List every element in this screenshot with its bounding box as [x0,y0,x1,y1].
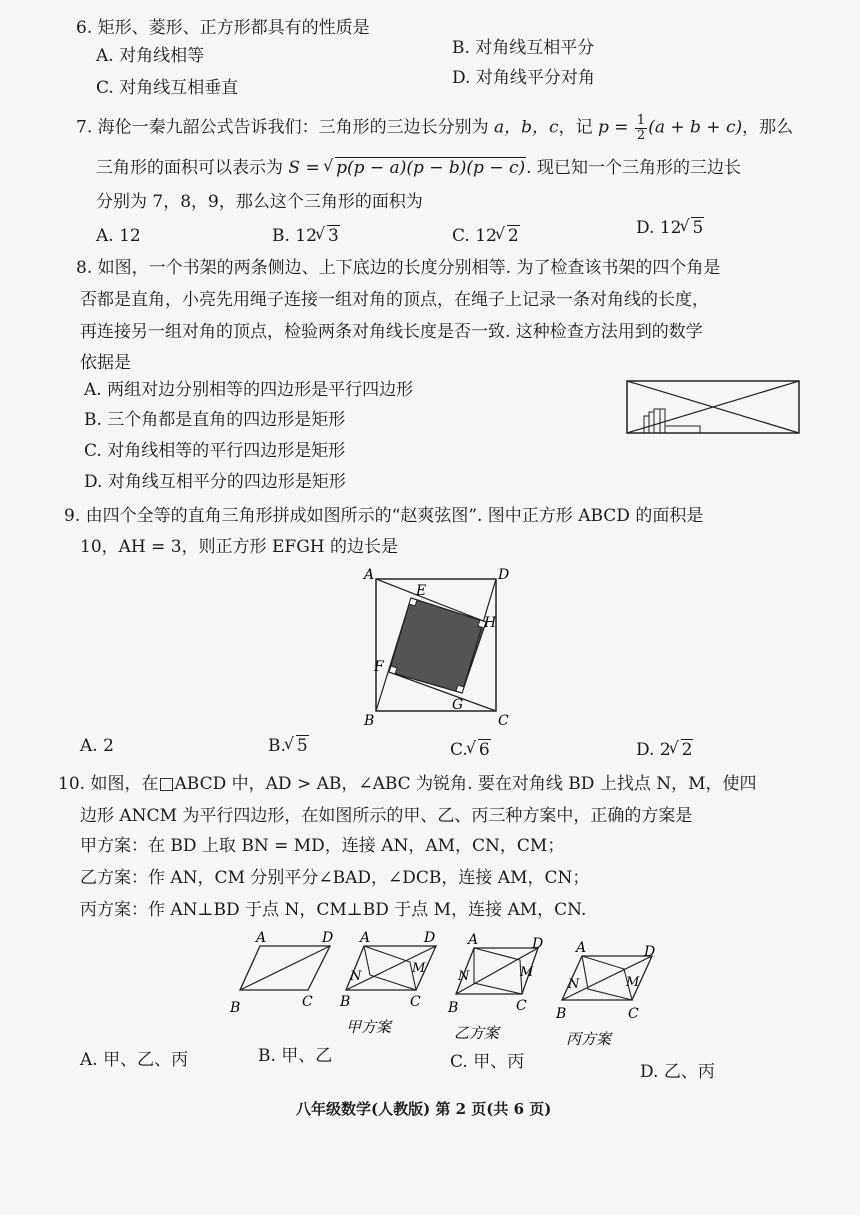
q7-sqrt [325,158,526,178]
q7-radicand: p(p − a)(p − b)(p − c) [336,158,526,178]
yi-label-d: D [532,936,544,952]
bookshelf-figure [624,378,804,438]
page-footer: 八年级数学(人教版) 第 2 页(共 6 页) [296,1100,552,1118]
q10-option-d: D. 乙、丙 [640,1062,715,1082]
bing-label-m: M [626,975,640,990]
q7-frac-num: 1 [636,113,646,128]
base-label-a: A [256,930,267,946]
q10-line2: 边形 ANCM 为平行四边形，在如图所示的甲、乙、丙三种方案中，正确的方案是 [80,806,693,826]
yi-label-a: A [468,932,479,948]
label-a: A [364,567,375,583]
base-label-c: C [302,994,313,1010]
q9-line2: 10，AH = 3，则正方形 EFGH 的边长是 [80,537,399,557]
yi-label-n: N [458,969,470,984]
q10-line4: 乙方案：作 AN，CM 分别平分∠BAD，∠DCB，连接 AM，CN； [80,868,590,888]
label-g: G [452,697,464,713]
q6-option-a: A. 对角线相等 [96,46,205,66]
yi-label-m: M [520,965,534,980]
figure-yi [447,932,543,1016]
q9-option-d-pre: D. 2 [636,740,671,760]
q6-option-b: B. 对角线互相平分 [452,38,595,58]
q9-line1: 9. 由四个全等的直角三角形拼成如图所示的“赵爽弦图”. 图中正方形 ABCD 的面积是 [64,506,704,526]
q7-option-c [452,226,520,246]
q7-option-c-rad: 2 [507,226,519,246]
q8-option-d: D. 对角线互相平分的四边形是矩形 [84,472,346,492]
q7-line1-end: ，那么 [742,117,794,138]
q7-option-c-sqrt [497,226,520,246]
q8-option-b: B. 三个角都是直角的四边形是矩形 [84,410,346,430]
jia-label-a: A [360,930,371,946]
jia-label-b: B [340,994,351,1010]
q10-line3: 甲方案：在 BD 上取 BN = MD，连接 AN，AM，CN，CM； [80,836,565,856]
jia-label-m: M [412,961,426,976]
q7-option-d-sqrt [681,218,704,238]
q7-line2-pre: 三角形的面积可以表示为 [96,158,283,178]
label-h: H [484,615,497,631]
square-efgh [389,598,486,693]
q7-half-fraction [635,114,647,142]
bing-label-b: B [556,1006,567,1022]
q10-line5: 丙方案：作 AN⊥BD 于点 N，CM⊥BD 于点 M，连接 AM，CN. [80,900,587,920]
q9-option-b-pre: B. [268,736,286,756]
q8-option-c: C. 对角线相等的平行四边形是矩形 [84,441,346,461]
q7-option-b [272,226,340,246]
q10-option-c: C. 甲、丙 [450,1052,525,1072]
q7-option-b-pre: B. 12 [272,226,317,246]
caption-yi: 乙方案 [454,1024,500,1042]
label-c: C [498,713,509,729]
bing-label-d: D [644,944,656,960]
q9-option-c-sqrt [468,740,491,760]
q7-frac-den: 2 [636,127,646,143]
q7-line1-mid: ，记 [558,117,593,138]
q9-option-d-rad: 2 [681,740,693,760]
q9-option-a: A. 2 [80,736,114,756]
q7-option-c-pre: C. 12 [452,226,497,246]
q8-line3: 再连接另一组对角的顶点，检验两条对角线长度是否一致. 这种检查方法用到的数学 [80,322,703,342]
bing-label-n: N [568,977,580,992]
base-label-d: D [322,930,334,946]
q9-option-b-sqrt [286,736,309,756]
jia-label-c: C [410,994,421,1010]
yi-label-c: C [516,998,527,1014]
bing-label-a: A [576,940,587,956]
q7-line3: 分别为 7，8，9，那么这个三角形的面积为 [96,192,423,212]
label-e: E [416,583,427,599]
q9-option-c-pre: C. [450,740,468,760]
q7-p-lhs: p = [597,117,629,138]
jia-label-n: N [350,969,362,984]
zhaoshuang-diagram [362,563,522,735]
q7-s-lhs: S = [288,158,320,178]
q6-stem: 6. 矩形、菱形、正方形都具有的性质是 [76,18,370,38]
q8-line4: 依据是 [80,353,131,373]
q7-option-d-pre: D. 12 [636,218,682,238]
yi-label-b: B [448,1000,459,1016]
figure-bing [555,940,655,1022]
caption-bing: 丙方案 [566,1030,612,1048]
q8-option-a: A. 两组对边分别相等的四边形是平行四边形 [84,380,414,400]
q7-option-b-sqrt [317,226,340,246]
books [644,409,700,433]
q7-option-d [636,218,704,238]
q10-line1: 10. 如图，在□ABCD 中，AD > AB，∠ABC 为锐角. 要在对角线 BD 上找点 N，M，使四 [58,774,757,794]
q10-option-b: B. 甲、乙 [258,1046,333,1066]
q7-option-b-rad: 3 [327,226,339,246]
q9-option-c [450,740,491,760]
base-label-b: B [230,1000,241,1016]
q7-p-rhs: (a + b + c) [648,117,743,138]
q9-option-b-rad: 5 [296,736,308,756]
q9-option-c-rad: 6 [478,740,490,760]
q7-line1 [76,114,793,142]
label-f: F [374,659,384,675]
q7-line2 [96,158,741,178]
q10-option-a: A. 甲、乙、丙 [80,1050,189,1070]
figure-base [229,930,333,1016]
q7-line1-vars: a，b，c [494,117,559,138]
q6-option-c: C. 对角线互相垂直 [96,78,239,98]
q7-option-a: A. 12 [96,226,141,246]
q9-option-d-sqrt [671,740,694,760]
figure-jia [339,930,436,1010]
q7-line2-end: . 现已知一个三角形的三边长 [526,158,741,178]
q8-line2: 否都是直角，小亮先用绳子连接一组对角的顶点，在绳子上记录一条对角线的长度， [80,290,709,310]
caption-jia: 甲方案 [346,1018,392,1036]
jia-label-d: D [424,930,436,946]
q6-option-d: D. 对角线平分对角 [452,68,595,88]
q10-figures [226,926,686,1056]
q9-option-d [636,740,693,760]
bing-label-c: C [628,1006,639,1022]
q7-option-d-rad: 5 [692,218,704,238]
q7-line1-pre: 7. 海伦一秦九韶公式告诉我们：三角形的三边长分别为 [76,117,489,138]
label-d: D [498,567,510,583]
q8-line1: 8. 如图，一个书架的两条侧边、上下底边的长度分别相等. 为了检查该书架的四个角是 [76,258,721,278]
label-b: B [364,713,375,729]
q9-option-b [268,736,309,756]
